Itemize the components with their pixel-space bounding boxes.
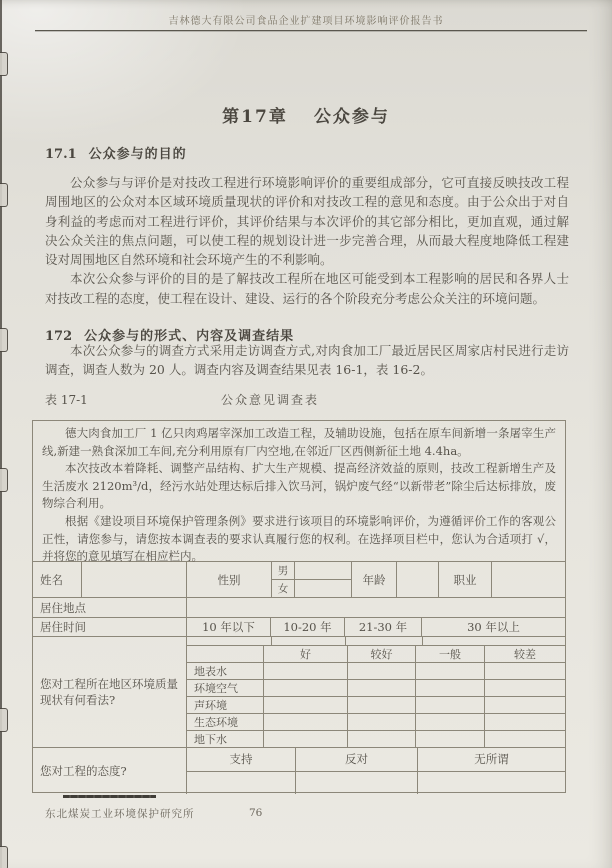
residence-row [33, 597, 565, 617]
ratings-header-row [187, 645, 565, 662]
duration-option-label: 10 年以下 [186, 618, 270, 636]
input-cell [415, 697, 484, 713]
input-cell [347, 731, 415, 747]
input-cell [347, 714, 415, 730]
occupation-input-cell [491, 562, 565, 597]
binder-notch [0, 52, 8, 76]
input-cell [345, 637, 422, 645]
binder-notch [0, 183, 8, 207]
occupation-field-label: 职业 [438, 562, 491, 597]
footer-organization: 东北煤炭工业环境保护研究所 [45, 808, 195, 820]
environment-item-label: 地表水 [194, 665, 227, 678]
attitude-options-row [187, 748, 565, 771]
duration-field-label: 居住时间 [40, 620, 86, 634]
attitude-option-label: 反对 [295, 748, 417, 771]
name-row [33, 561, 565, 597]
residence-input-cell [186, 598, 565, 617]
female-option-label: 女 [272, 579, 294, 597]
male-option-label: 男 [277, 565, 289, 577]
duration-option-label: 21-30 年 [344, 618, 421, 636]
name-input-cell [81, 562, 186, 597]
input-cell [263, 714, 347, 730]
attitude-check-row [187, 771, 565, 795]
chapter-title [0, 102, 612, 127]
attitude-block [33, 747, 565, 794]
attitude-question-label: 您对工程的态度? [40, 764, 127, 778]
table-intro-cell [33, 421, 565, 564]
blank-row [187, 637, 565, 645]
section-17-1-body [45, 173, 569, 308]
input-cell [415, 680, 484, 696]
environment-item-row [187, 730, 565, 747]
environment-question-label: 您对工程所在地区环境质量现状有何看法? [40, 676, 178, 707]
age-field-label: 年龄 [351, 562, 396, 597]
gender-check-cell [294, 562, 351, 597]
input-cell [415, 731, 484, 747]
attitude-option-label: 无所谓 [417, 748, 565, 771]
input-cell [263, 680, 347, 696]
environment-item-row [187, 696, 565, 713]
paragraph: 本次公众参与评价的目的是了解技改工程所在地区可能受到本工程影响的居民和各界人士对技改工程的态度，使工程在设计、建设、运行的各个阶段充分考虑公众关注的环境问题。 [45, 271, 569, 306]
input-cell [415, 663, 484, 679]
section-number: 17.1 [45, 147, 77, 162]
input-cell [187, 637, 271, 645]
gender-field-label: 性别 [186, 562, 271, 597]
footer-rule [63, 795, 156, 798]
scan-edge-line [0, 0, 2, 868]
header-rule [35, 30, 587, 31]
paragraph: 德大肉食加工厂 1 亿只肉鸡屠宰深加工改造工程，及辅助设施，包括在原车间新增一条屠宰生产线,新建一熟食深加工车间,充分利用原有厂内空地,在邻近厂区西侧新征土地 4.4ha。 [42, 426, 556, 458]
binder-notch [0, 468, 8, 492]
table-caption-row [0, 391, 612, 407]
running-header-title: 吉林德大有限公司食品企业扩建项目环境影响评价报告书 [168, 16, 444, 27]
environment-item-label: 环境空气 [194, 682, 238, 695]
rating-label: 较好 [347, 646, 415, 662]
attitude-answer-grid [186, 748, 565, 794]
section-title: 公众参与的形式、内容及调查结果 [84, 329, 295, 344]
section-number: 172 [45, 329, 73, 344]
input-cell [484, 697, 565, 713]
input-cell [187, 646, 263, 662]
binder-notch [0, 846, 8, 868]
section-17-2-body [45, 341, 569, 380]
environment-quality-block [33, 636, 565, 747]
input-cell [347, 697, 415, 713]
section-title: 公众参与的目的 [88, 147, 187, 162]
rating-label: 好 [263, 646, 347, 662]
duration-option-label: 10-20 年 [270, 618, 344, 636]
page-number: 76 [249, 807, 263, 819]
environment-item-row [187, 662, 565, 679]
input-cell [484, 731, 565, 747]
environment-item-label: 生态环境 [194, 716, 238, 729]
name-field-label: 姓名 [40, 572, 63, 587]
table-label: 表 17-1 [45, 393, 88, 407]
residence-field-label: 居住地点 [40, 600, 86, 615]
paragraph: 本次公众参与的调查方式采用走访调查方式,对肉食加工厂最近居民区周家店村民进行走访调查，调查人数为 20 人。调查内容及调查结果见表 16-1，表 16-2。 [45, 343, 569, 378]
rating-label: 一般 [415, 646, 484, 662]
age-input-cell [396, 562, 438, 597]
duration-row [33, 617, 565, 636]
input-cell [295, 579, 351, 597]
paragraph: 本次技改本着降耗、调整产品结构、扩大生产规模、提高经济效益的原则，技改工程新增生产及生活废水 2120m³/d，经污水站处理达标后排入饮马河，锅炉废气经“以新带老”除尘后达标排放，废物综合利用。 [42, 461, 556, 511]
chapter-name: 公众参与 [313, 107, 390, 127]
input-cell [263, 697, 347, 713]
binder-notch [0, 708, 8, 732]
rating-label: 较差 [484, 646, 565, 662]
paragraph: 根据《建设项目环境保护管理条例》要求进行该项目的环境影响评价，为遵循评价工作的客观公正性，请您参与，请您按本调查表的要求认真履行您的权利。在选择项目栏中，您认为合适项打 √，并将您的意见填写在相应栏内。 [42, 513, 556, 564]
input-cell [415, 714, 484, 730]
input-cell [295, 772, 417, 795]
binder-notch [0, 328, 8, 352]
input-cell [484, 680, 565, 696]
input-cell [263, 731, 347, 747]
environment-item-label: 地下水 [194, 733, 227, 746]
section-heading-17-1 [45, 143, 187, 162]
table-caption: 公众意见调查表 [220, 393, 319, 407]
table-intro-row [33, 421, 565, 564]
input-cell [187, 772, 295, 795]
input-cell [484, 714, 565, 730]
input-cell [417, 772, 565, 795]
input-cell [295, 562, 351, 579]
environment-item-row [187, 713, 565, 730]
input-cell [347, 663, 415, 679]
input-cell [347, 680, 415, 696]
input-cell [263, 663, 347, 679]
input-cell [484, 663, 565, 679]
duration-option-label: 30 年以上 [421, 618, 565, 636]
survey-table [32, 420, 566, 793]
environment-item-row [187, 679, 565, 696]
attitude-option-label: 支持 [229, 752, 253, 767]
chapter-number: 第17章 [222, 107, 288, 127]
environment-item-label: 声环境 [194, 699, 227, 712]
input-cell [271, 637, 345, 645]
environment-answer-grid [186, 637, 565, 747]
gender-option-cell [271, 562, 294, 597]
paragraph: 公众参与与评价是对技改工程进行环境影响评价的重要组成部分，它可直接反映技改工程周围地区的公众对本区域环境质量现状的评价和对技改工程的意见和态度。由于公众出于对自身利益的考虑而对工程进行评价，其评价结果与本次评价的其它部分相比，更加直观，通过解决公众关注的焦点问题，可以使工程的规划设计进一步完善合理，从而最大程度地降低工程建设对周围地区自然环境和社会环境产生的不利影响。 [45, 175, 569, 268]
input-cell [422, 637, 565, 645]
